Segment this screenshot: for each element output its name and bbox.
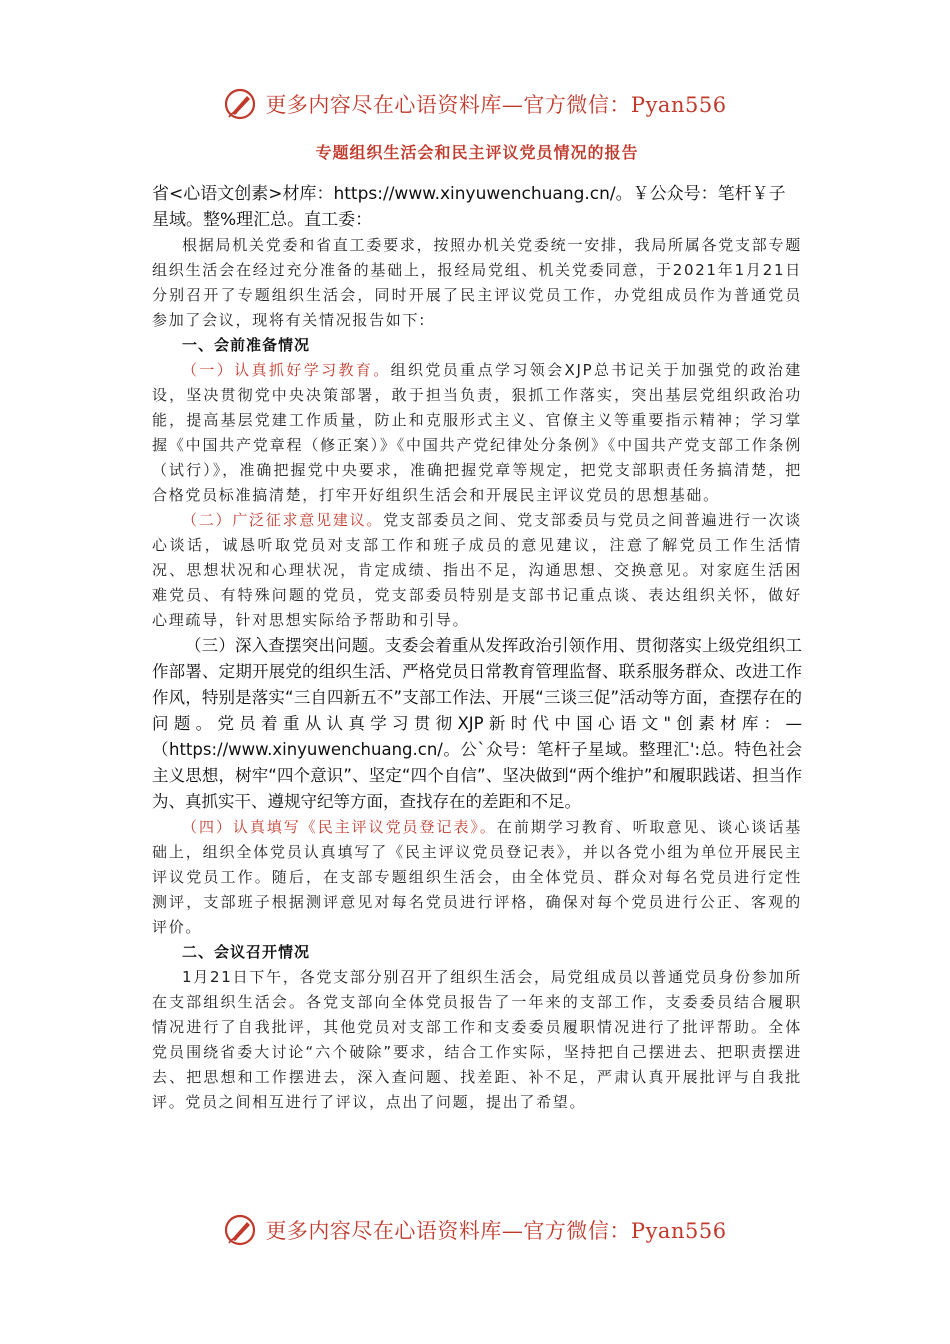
intro-paragraph: 根据局机关党委和省直工委要求，按照办机关党委统一安排，我局所属各党支部专题组织生活会在经过充分准备的基础上，报经局党组、机关党委同意，于2021年1月21日分别召开了专题组织生活会，同时开展了民主评议党员工作，办党组成员作为普通党员参加了会议，现将有关情况报告如下:	[152, 236, 802, 329]
subheading-study: （一）认真抓好学习教育。	[182, 361, 391, 379]
subheading-registration: （四）认真填写《民主评议党员登记表》。	[182, 818, 497, 836]
section-heading-2: 二、会议召开情况	[182, 943, 311, 961]
paragraph-registration-body: 在前期学习教育、听取意见、谈心谈话基础上，组织全体党员认真填写了《民主评议党员登记表》，并以各党小组为单位开展民主评议党员工作。随后，在支部专题组织生活会，由全体党员、群众对每名党员进行定性测评，支部班子根据测评意见对每名党员进行评格，确保对每个党员进行公正、客观的评价。	[152, 818, 802, 936]
document-title: 专题组织生活会和民主评议党员情况的报告	[315, 143, 639, 162]
pen-logo-icon	[223, 1213, 257, 1247]
paragraph-meeting: 1月21日下午，各党支部分别召开了组织生活会，局党组成员以普通党员身份参加所在支部组织生活会。各党支部向全体党员报告了一年来的支部工作，支委委员结合履职情况进行了自我批评，其他党员对支部工作和支委委员履职情况进行了批评帮助。全体党员围绕省委大讨论“六个破除”要求，结合工作实际，坚持把自己摆进去、把职责摆进去、把思想和工作摆进去，深入查问题、找差距、补不足，严肃认真开展批评与自我批评。党员之间相互进行了评议，点出了问题，提出了希望。	[152, 968, 802, 1111]
pen-logo-icon	[223, 87, 257, 121]
paragraph-study-body: 组织党员重点学习领会XJP总书记关于加强党的政治建设，坚决贯彻党中央决策部署，敢于担当负责，狠抓工作落实，突出基层党组织政治功能，提高基层党建工作质量，防止和克服形式主义、官僚主义等重要指示精神；学习掌握《中国共产党章程（修正案）》《中国共产党纪律处分条例》《中国共产党支部工作条例（试行）》，准确把握党中央要求，准确把握党章等规定，把党支部职责任务搞清楚，把合格党员标准搞清楚，打牢开好组织生活会和开展民主评议党员的思想基础。	[152, 361, 802, 504]
banner-text: 更多内容尽在心语资料库—官方微信：Pyan556	[265, 93, 727, 117]
paragraph-registration	[152, 815, 802, 940]
lead-line: 省<心语文创素>材库：https://www.xinyuwenchuang.cn/。￥公众号：笔杆￥子星域。整%理汇总。直工委：	[152, 184, 786, 230]
paragraph-opinions	[152, 508, 802, 633]
paragraph-study	[152, 358, 802, 508]
document-body	[152, 140, 802, 1115]
subheading-opinions: （二）广泛征求意见建议。	[182, 511, 384, 529]
footer-banner	[0, 1210, 950, 1250]
paragraph-opinions-body: 党支部委员之间、党支部委员与党员之间普遍进行一次谈心谈话，诚恳听取党员对支部工作和班子成员的意见建议，注意了解党员工作生活情况、思想状况和心理状况，肯定成绩、指出不足，沟通思想、交换意见。对家庭生活困难党员、有特殊问题的党员，党支部委员特别是支部书记重点谈、表达组织关怀，做好心理疏导，针对思想实际给予帮助和引导。	[152, 511, 802, 629]
paragraph-problems: （三）深入查摆突出问题。支委会着重从发挥政治引领作用、贯彻落实上级党组织工作部署、定期开展党的组织生活、严格党员日常教育管理监督、联系服务群众、改进工作作风，特别是落实“三自四新五不”支部工作法、开展“三谈三促”活动等方面，查摆存在的问题。党员着重从认真学习贯彻XJP新时代中国心语文"创素材库：—（https://www.xinyuwenchuang.cn/。公`众号：笔杆子星域。整理汇':总。特色社会主义思想，树牢“四个意识”、坚定“四个自信”、坚决做到“两个维护”和履职践诺、担当作为、真抓实干、遵规守纪等方面，查找存在的差距和不足。	[152, 636, 802, 811]
footer-banner-text: 更多内容尽在心语资料库—官方微信：Pyan556	[265, 1219, 727, 1243]
header-banner	[0, 84, 950, 124]
section-heading-1: 一、会前准备情况	[182, 336, 311, 354]
